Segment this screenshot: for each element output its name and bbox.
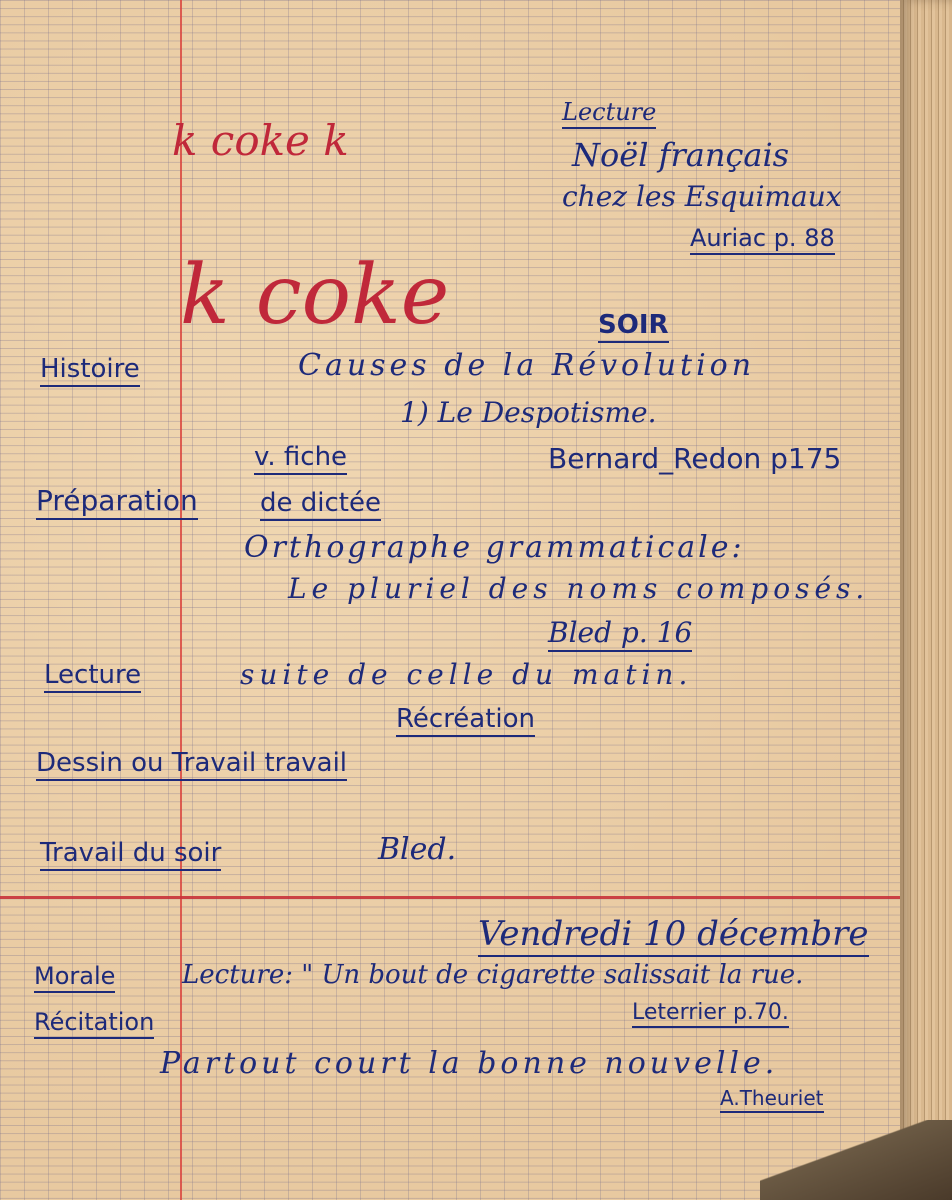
page-corner-shadow <box>760 1120 952 1200</box>
recreation-heading: Récréation <box>396 704 535 737</box>
top-reading-title-2: chez les Esquimaux <box>562 180 842 213</box>
preparation-sub: de dictée <box>260 488 381 521</box>
red-handwriting-large: k coke <box>180 248 450 343</box>
morale-label: Morale <box>34 962 115 993</box>
histoire-line-1: Causes de la Révolution <box>298 348 756 383</box>
travail-soir-label: Travail du soir <box>40 838 221 871</box>
vendredi-date: Vendredi 10 décembre <box>478 914 869 957</box>
top-reading-title-1: Noël français <box>572 136 790 174</box>
red-margin-line <box>180 0 182 1200</box>
histoire-ref: Bernard_Redon p175 <box>548 442 842 475</box>
preparation-line-2: Le pluriel des noms composés. <box>288 572 870 605</box>
morale-text: Lecture: " Un bout de cigarette salissait la rue. <box>182 960 804 990</box>
preparation-label: Préparation <box>36 484 198 520</box>
dessin-label: Dessin ou Travail travail <box>36 748 347 781</box>
preparation-fiche: v. fiche <box>254 442 347 475</box>
preparation-line-1: Orthographe grammaticale: <box>244 530 745 565</box>
recitation-text: Partout court la bonne nouvelle. <box>160 1046 779 1081</box>
soir-heading: SOIR <box>598 310 669 343</box>
top-reading-ref: Auriac p. 88 <box>690 224 835 255</box>
red-handwriting-small: k coke k <box>172 116 349 165</box>
red-separator-line <box>0 896 905 899</box>
histoire-line-2: 1) Le Despotisme. <box>400 396 657 429</box>
travail-soir-text: Bled. <box>378 832 457 867</box>
top-reading-label: Lecture <box>562 98 656 129</box>
histoire-label: Histoire <box>40 354 140 387</box>
preparation-ref: Bled p. 16 <box>548 616 692 652</box>
morale-ref: Leterrier p.70. <box>632 1000 789 1028</box>
page-stack-edge <box>900 0 952 1200</box>
recitation-label: Récitation <box>34 1008 154 1039</box>
lecture-label: Lecture <box>44 660 141 693</box>
lecture-text: suite de celle du matin. <box>240 658 693 691</box>
recitation-author: A.Theuriet <box>720 1086 824 1113</box>
